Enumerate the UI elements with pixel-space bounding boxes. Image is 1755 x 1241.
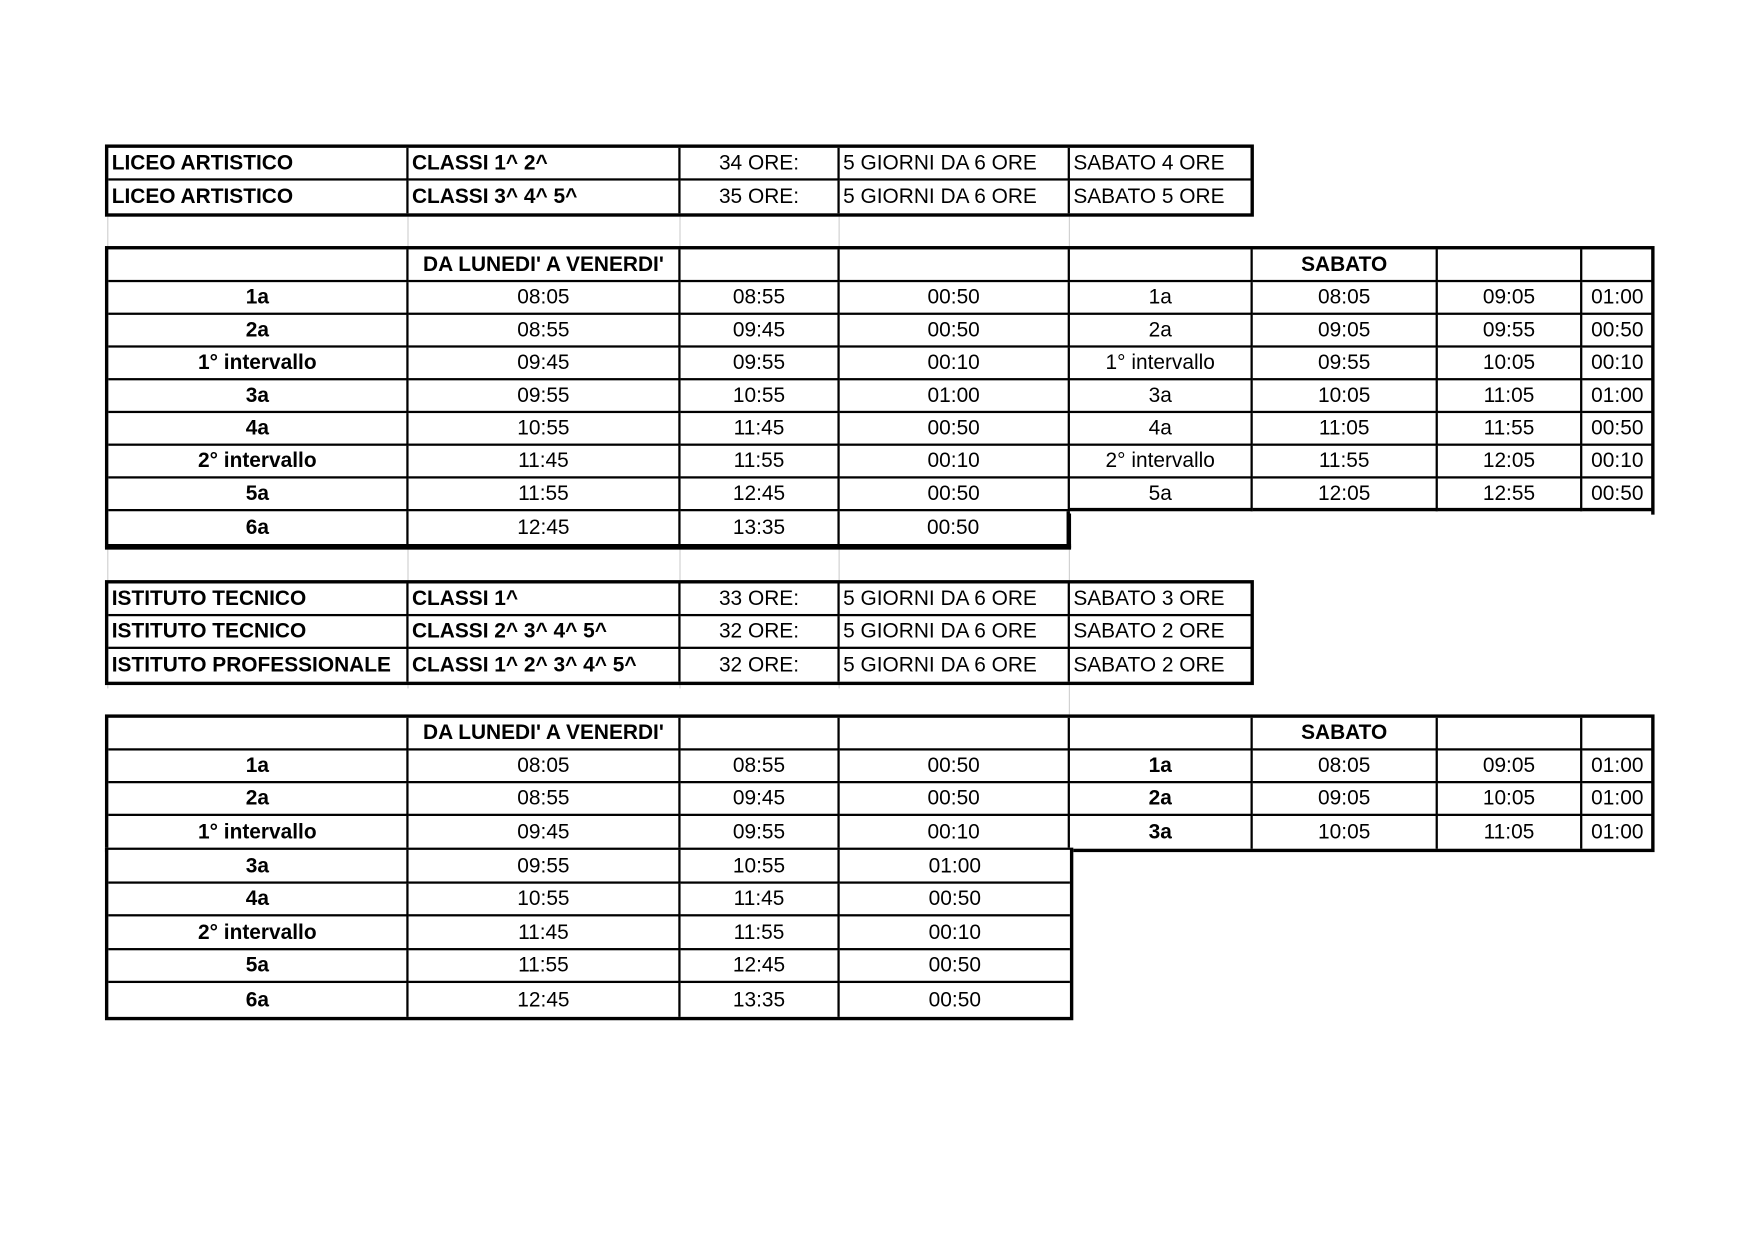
weekly-hours: 33 ORE:	[681, 583, 840, 616]
period-label: 3a	[1070, 816, 1253, 849]
school-name: LICEO ARTISTICO	[108, 148, 408, 181]
end-time: 11:05	[1438, 816, 1582, 849]
period-label: 1° intervallo	[108, 816, 408, 849]
end-time: 11:05	[1438, 380, 1582, 413]
start-time: 11:55	[1253, 446, 1438, 479]
duration: 00:50	[840, 479, 1070, 512]
school-name: ISTITUTO TECNICO	[108, 583, 408, 616]
duration: 00:50	[840, 950, 1070, 983]
period-label: 2° intervallo	[1070, 446, 1253, 479]
school-name: ISTITUTO PROFESSIONALE	[108, 649, 408, 682]
period-label: 4a	[108, 883, 408, 916]
weekday-hours: 5 GIORNI DA 6 ORE	[840, 148, 1070, 181]
duration: 00:50	[840, 883, 1070, 916]
period-label: 2a	[1070, 315, 1253, 348]
weekday-hours: 5 GIORNI DA 6 ORE	[840, 616, 1070, 649]
duration: 00:50	[840, 413, 1070, 446]
period-label: 5a	[108, 479, 408, 512]
istituto-schedule-table	[105, 714, 1655, 852]
period-label: 4a	[1070, 413, 1253, 446]
period-label: 5a	[1070, 479, 1253, 512]
saturday-hours: SABATO 3 ORE	[1070, 583, 1251, 616]
end-time: 09:05	[1438, 282, 1582, 315]
school-name: LICEO ARTISTICO	[108, 181, 408, 214]
start-time: 11:45	[409, 446, 681, 479]
duration: 01:00	[1582, 380, 1652, 413]
duration: 00:10	[1582, 348, 1652, 381]
end-time: 12:45	[681, 479, 840, 512]
duration: 00:50	[840, 511, 1070, 544]
start-time: 10:55	[409, 883, 681, 916]
end-time: 12:55	[1438, 479, 1582, 512]
duration: 01:00	[1582, 282, 1652, 315]
end-time: 09:55	[1438, 315, 1582, 348]
weekday-hours: 5 GIORNI DA 6 ORE	[840, 583, 1070, 616]
end-time: 11:45	[681, 413, 840, 446]
class-group: CLASSI 1^ 2^ 3^ 4^ 5^	[409, 649, 681, 682]
end-time: 08:55	[681, 751, 840, 784]
weekly-hours: 32 ORE:	[681, 616, 840, 649]
start-time: 08:55	[409, 783, 681, 816]
start-time: 08:05	[409, 282, 681, 315]
start-time: 09:05	[1253, 783, 1438, 816]
end-time: 11:55	[681, 446, 840, 479]
saturday-hours: SABATO 2 ORE	[1073, 652, 1225, 677]
class-group: CLASSI 3^ 4^ 5^	[409, 181, 681, 214]
start-time: 08:05	[1253, 282, 1438, 315]
start-time: 09:05	[1253, 315, 1438, 348]
end-time: 10:05	[1438, 783, 1582, 816]
saturday-header: SABATO	[1253, 718, 1438, 751]
period-label: 6a	[108, 983, 408, 1016]
start-time: 10:55	[409, 413, 681, 446]
end-time: 12:45	[681, 950, 840, 983]
weekly-hours: 35 ORE:	[681, 181, 840, 214]
period-label: 1° intervallo	[1070, 348, 1253, 381]
end-time: 09:55	[681, 816, 840, 849]
end-time: 13:35	[681, 983, 840, 1016]
duration: 00:50	[928, 987, 981, 1012]
start-time: 12:45	[409, 983, 681, 1016]
duration: 01:00	[1582, 751, 1652, 784]
weekday-header: DA LUNEDI' A VENERDI'	[409, 718, 681, 751]
period-label: 5a	[108, 950, 408, 983]
duration: 01:00	[1591, 819, 1644, 844]
duration: 00:50	[1582, 479, 1652, 512]
end-time: 12:05	[1438, 446, 1582, 479]
start-time: 08:05	[1253, 751, 1438, 784]
weekday-hours: 5 GIORNI DA 6 ORE	[840, 649, 1070, 682]
saturday-header: SABATO	[1253, 249, 1438, 282]
period-label: 1a	[108, 282, 408, 315]
weekday-hours: 5 GIORNI DA 6 ORE	[840, 181, 1070, 214]
liceo-info-table	[105, 144, 1254, 216]
start-time: 09:55	[409, 380, 681, 413]
end-time: 10:55	[681, 850, 840, 883]
end-time: 11:45	[681, 883, 840, 916]
liceo-schedule-table	[105, 246, 1655, 547]
column-guide	[1069, 547, 1070, 581]
column-guide	[1069, 214, 1070, 248]
end-time: 09:55	[681, 348, 840, 381]
column-guide	[1069, 683, 1070, 717]
duration: 00:10	[840, 348, 1070, 381]
duration: 01:00	[1582, 783, 1652, 816]
period-label: 2a	[108, 315, 408, 348]
start-time: 08:55	[409, 315, 681, 348]
start-time: 10:05	[1253, 816, 1438, 849]
duration: 00:50	[840, 315, 1070, 348]
class-group: CLASSI 1^	[409, 583, 681, 616]
period-label: 3a	[108, 380, 408, 413]
duration: 00:50	[1582, 315, 1652, 348]
start-time: 10:05	[1253, 380, 1438, 413]
start-time: 09:45	[409, 816, 681, 849]
end-time: 09:45	[681, 783, 840, 816]
start-time: 09:55	[409, 850, 681, 883]
duration: 01:00	[840, 380, 1070, 413]
period-label: 2a	[1070, 783, 1253, 816]
duration: 00:10	[840, 816, 1070, 849]
start-time: 09:45	[409, 348, 681, 381]
end-time: 10:05	[1438, 348, 1582, 381]
duration: 00:50	[840, 282, 1070, 315]
start-time: 11:55	[409, 479, 681, 512]
weekly-hours: 32 ORE:	[681, 649, 840, 682]
school-name: ISTITUTO TECNICO	[108, 616, 408, 649]
period-label: 6a	[108, 511, 408, 544]
istituto-info-table	[105, 580, 1254, 685]
end-time: 10:55	[681, 380, 840, 413]
start-time: 12:45	[409, 511, 681, 544]
saturday-hours: SABATO 4 ORE	[1070, 148, 1251, 181]
duration: 00:50	[1582, 413, 1652, 446]
start-time: 08:05	[409, 751, 681, 784]
start-time: 12:05	[1253, 479, 1438, 512]
duration: 00:10	[840, 917, 1070, 950]
period-label: 2° intervallo	[108, 446, 408, 479]
period-label: 4a	[108, 413, 408, 446]
duration: 01:00	[840, 850, 1070, 883]
period-label: 2° intervallo	[108, 917, 408, 950]
duration: 00:50	[840, 783, 1070, 816]
start-time: 11:45	[409, 917, 681, 950]
period-label: 1a	[1070, 282, 1253, 315]
period-label: 3a	[1070, 380, 1253, 413]
start-time: 11:55	[409, 950, 681, 983]
saturday-hours: SABATO 2 ORE	[1070, 616, 1251, 649]
period-label: 1° intervallo	[108, 348, 408, 381]
end-time: 11:55	[681, 917, 840, 950]
duration: 00:50	[840, 751, 1070, 784]
period-label: 1a	[108, 751, 408, 784]
period-label: 3a	[108, 850, 408, 883]
duration: 00:10	[840, 446, 1070, 479]
end-time: 13:35	[681, 511, 840, 544]
end-time: 09:05	[1438, 751, 1582, 784]
istituto-schedule-table-lower	[105, 848, 1073, 1021]
period-label: 1a	[1070, 751, 1253, 784]
weekday-header: DA LUNEDI' A VENERDI'	[409, 249, 681, 282]
start-time: 09:55	[1253, 348, 1438, 381]
end-time: 08:55	[681, 282, 840, 315]
period-label: 2a	[108, 783, 408, 816]
saturday-hours: SABATO 5 ORE	[1073, 184, 1225, 208]
duration: 00:10	[1582, 446, 1652, 479]
class-group: CLASSI 1^ 2^	[409, 148, 681, 181]
end-time: 09:45	[681, 315, 840, 348]
end-time: 11:55	[1438, 413, 1582, 446]
weekly-hours: 34 ORE:	[681, 148, 840, 181]
class-group: CLASSI 2^ 3^ 4^ 5^	[409, 616, 681, 649]
start-time: 11:05	[1253, 413, 1438, 446]
